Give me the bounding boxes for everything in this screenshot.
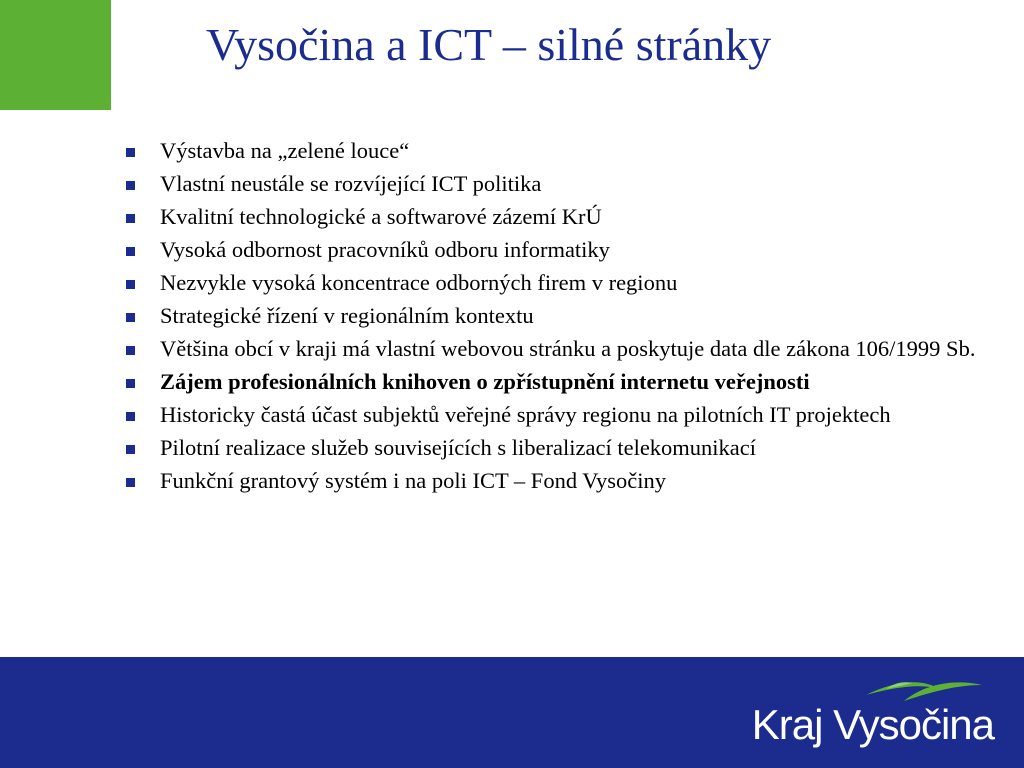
- square-bullet-icon: [126, 313, 135, 322]
- square-bullet-icon: [126, 280, 135, 289]
- bullet-text: Výstavba na „zelené louce“: [160, 138, 410, 163]
- bullet-item: [126, 337, 996, 360]
- square-bullet-icon: [126, 214, 135, 223]
- square-bullet-icon: [126, 379, 135, 388]
- bullet-item: [126, 403, 996, 426]
- footer-band: [0, 657, 1024, 768]
- bullet-text: Funkční grantový systém i na poli ICT – Fond Vysočiny: [160, 468, 667, 493]
- bullet-text: Vlastní neustále se rozvíjející ICT politika: [160, 171, 542, 196]
- green-corner-square: [0, 0, 111, 110]
- bullet-item: [126, 304, 996, 327]
- bullet-item: [126, 370, 996, 393]
- bullet-text: Většina obcí v kraji má vlastní webovou stránku a poskytuje data dle zákona 106/1999 Sb.: [160, 336, 976, 361]
- bullet-item: [126, 172, 996, 195]
- square-bullet-icon: [126, 247, 135, 256]
- bullet-item: [126, 469, 996, 492]
- bullet-item: [126, 238, 996, 261]
- bullet-text: Historicky častá účast subjektů veřejné správy regionu na pilotních IT projektech: [160, 402, 891, 427]
- bullet-text: Vysoká odbornost pracovníků odboru informatiky: [160, 237, 610, 262]
- bullet-item: [126, 271, 996, 294]
- bullet-item: [126, 139, 996, 162]
- bullet-text: Pilotní realizace služeb souvisejících s liberalizací telekomunikací: [160, 435, 757, 460]
- bullet-text: Kvalitní technologické a softwarové zázemí KrÚ: [160, 204, 602, 229]
- square-bullet-icon: [126, 445, 135, 454]
- square-bullet-icon: [126, 478, 135, 487]
- bullet-item: [126, 205, 996, 228]
- square-bullet-icon: [126, 148, 135, 157]
- logo-text: Kraj Vysočina: [751, 701, 994, 748]
- bullet-list: [126, 139, 996, 502]
- bullet-text: Nezvykle vysoká koncentrace odborných firem v regionu: [160, 270, 678, 295]
- square-bullet-icon: [126, 412, 135, 421]
- bullet-text: Strategické řízení v regionálním kontextu: [160, 303, 534, 328]
- kraj-vysocina-logo: [734, 677, 994, 757]
- square-bullet-icon: [126, 181, 135, 190]
- slide-title: Vysočina a ICT – silné stránky: [206, 19, 772, 70]
- bullet-item: [126, 436, 996, 459]
- square-bullet-icon: [126, 346, 135, 355]
- bullet-text: Zájem profesionálních knihoven o zpřístupnění internetu veřejnosti: [160, 369, 810, 394]
